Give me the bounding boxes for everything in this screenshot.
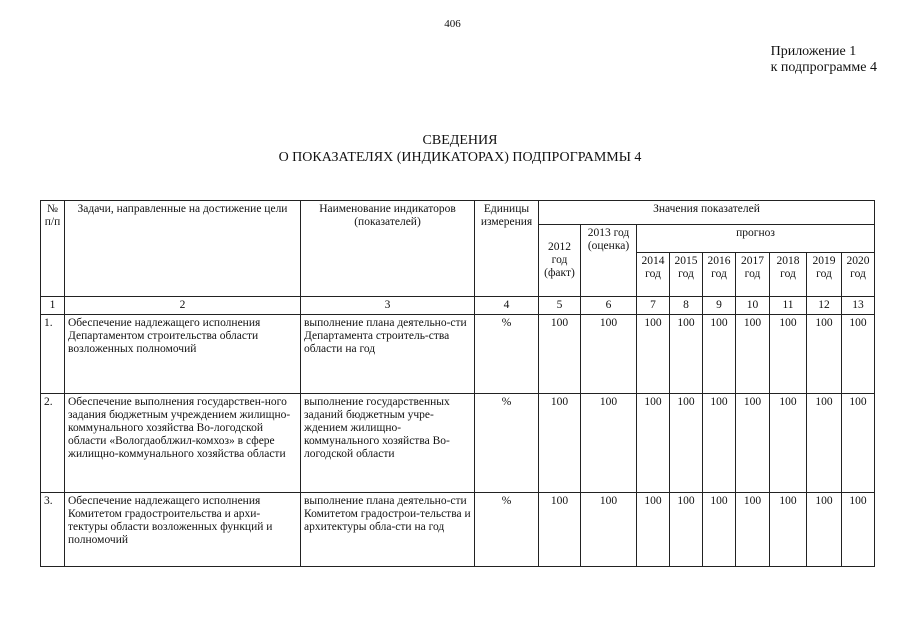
header-forecast: прогноз: [637, 225, 875, 253]
header-year: 2015 год: [670, 253, 703, 297]
row-value: 100: [807, 315, 842, 394]
row-value: 100: [539, 493, 581, 567]
row-indicator: выполнение государственных заданий бюджетным учре-ждением жилищно-коммунального хозяйства Во-логодской области: [301, 394, 475, 493]
row-number: 1.: [41, 315, 65, 394]
row-value: 100: [670, 394, 703, 493]
row-task: Обеспечение надлежащего исполнения Департаментом строительства области возложенных полномочий: [65, 315, 301, 394]
header-year: 2019 год: [807, 253, 842, 297]
row-value: 100: [842, 315, 875, 394]
column-number: 4: [475, 297, 539, 315]
header-year: 2017 год: [736, 253, 770, 297]
header-tasks: Задачи, направленные на достижение цели: [65, 201, 301, 297]
row-value: 100: [736, 394, 770, 493]
row-value: 100: [736, 315, 770, 394]
row-value: 100: [637, 394, 670, 493]
page-number: 406: [444, 18, 461, 30]
document-title: [0, 132, 905, 166]
table-row: [41, 315, 875, 394]
row-value: 100: [703, 315, 736, 394]
row-indicator: выполнение плана деятельно-сти Комитетом градострои-тельства и архитектуры обла-сти на год: [301, 493, 475, 567]
header-indicators: Наименование индикаторов (показателей): [301, 201, 475, 297]
header-2012: 2012 год (факт): [539, 225, 581, 297]
row-value: 100: [539, 315, 581, 394]
indicators-table: [40, 200, 875, 567]
row-unit: %: [475, 394, 539, 493]
row-value: 100: [703, 493, 736, 567]
row-value: 100: [581, 315, 637, 394]
header-units: Единицы измерения: [475, 201, 539, 297]
row-value: 100: [736, 493, 770, 567]
column-number: 2: [65, 297, 301, 315]
row-value: 100: [842, 394, 875, 493]
row-value: 100: [770, 394, 807, 493]
row-value: 100: [581, 493, 637, 567]
row-indicator: выполнение плана деятельно-сти Департамента строитель-ства области на год: [301, 315, 475, 394]
title-line-1: СВЕДЕНИЯ: [422, 133, 498, 148]
row-task: Обеспечение надлежащего исполнения Комитетом градостроительства и архи-тектуры области возложенных функций и полномочий: [65, 493, 301, 567]
row-value: 100: [842, 493, 875, 567]
header-num: № п/п: [41, 201, 65, 297]
row-value: 100: [670, 315, 703, 394]
column-number: 8: [670, 297, 703, 315]
column-number: 10: [736, 297, 770, 315]
header-values: Значения показателей: [539, 201, 875, 225]
column-number: 3: [301, 297, 475, 315]
column-number: 9: [703, 297, 736, 315]
header-2013: 2013 год (оценка): [581, 225, 637, 297]
row-value: 100: [670, 493, 703, 567]
row-value: 100: [637, 493, 670, 567]
column-number: 6: [581, 297, 637, 315]
row-task: Обеспечение выполнения государствен-ного задания бюджетным учреждением жилищно-коммунального хозяйства Во-логодской области «Вологдаоблжил-комхоз» в сфере жилищно-коммунального хозяйства области: [65, 394, 301, 493]
row-value: 100: [637, 315, 670, 394]
row-value: 100: [770, 493, 807, 567]
table-row: [41, 394, 875, 493]
column-number: 13: [842, 297, 875, 315]
header-year: 2018 год: [770, 253, 807, 297]
row-unit: %: [475, 493, 539, 567]
column-number: 11: [770, 297, 807, 315]
row-value: 100: [539, 394, 581, 493]
row-value: 100: [581, 394, 637, 493]
column-number: 5: [539, 297, 581, 315]
column-number: 12: [807, 297, 842, 315]
column-number: 7: [637, 297, 670, 315]
header-year: 2020 год: [842, 253, 875, 297]
title-line-2: О ПОКАЗАТЕЛЯХ (ИНДИКАТОРАХ) ПОДПРОГРАММЫ 4: [278, 150, 642, 165]
header-year: 2016 год: [703, 253, 736, 297]
row-value: 100: [770, 315, 807, 394]
row-number: 2.: [41, 394, 65, 493]
row-number: 3.: [41, 493, 65, 567]
header-year: 2014 год: [637, 253, 670, 297]
appendix-line-1: Приложение 1: [770, 44, 857, 59]
row-value: 100: [807, 493, 842, 567]
appendix-note: [771, 44, 877, 76]
row-value: 100: [807, 394, 842, 493]
row-unit: %: [475, 315, 539, 394]
column-number: 1: [41, 297, 65, 315]
table-row: [41, 493, 875, 567]
row-value: 100: [703, 394, 736, 493]
appendix-line-2: к подпрограмме 4: [770, 60, 877, 75]
